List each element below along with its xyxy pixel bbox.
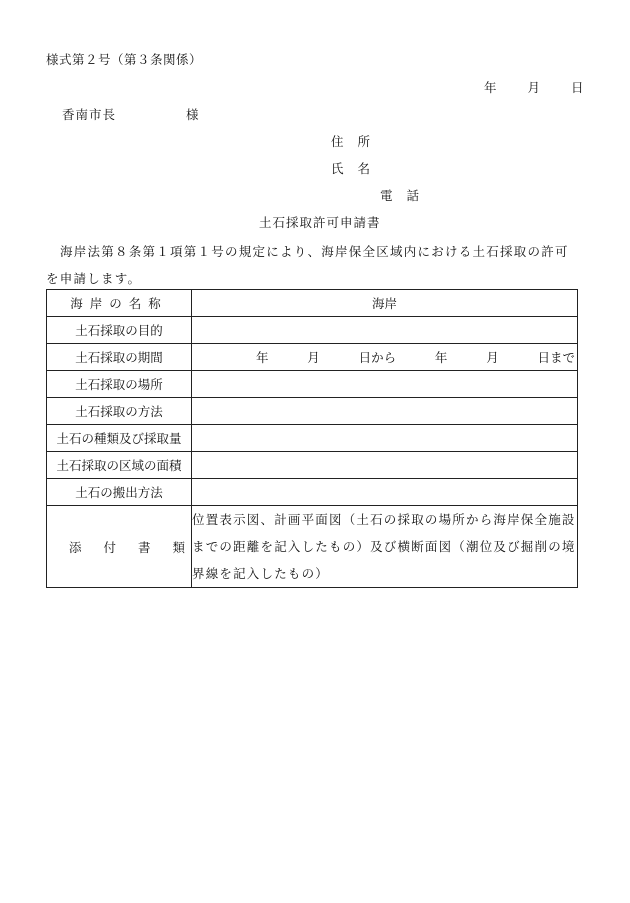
row-label-period: 土石採取の期間 — [47, 344, 192, 371]
applicant-name-label: 氏名 — [331, 161, 385, 176]
period-start-year: 年 — [256, 350, 269, 365]
row-label-coast-name: 海岸の名称 — [47, 290, 192, 317]
row-label-type-quantity: 土石の種類及び採取量 — [47, 425, 192, 452]
period-start-day: 日から — [358, 350, 397, 365]
date-day-label: 日 — [571, 80, 584, 95]
row-value-attachments: 位置表示図、計画平面図（土石の採取の場所から海岸保全施設までの距離を記入したもの）及び横断面図（潮位及び掘削の境界線を記入したもの） — [192, 506, 578, 588]
period-end-year: 年 — [434, 350, 448, 365]
period-end-month: 月 — [486, 350, 499, 365]
period-end-day: 日まで — [537, 350, 575, 365]
application-statement: 海岸法第８条第１項第１号の規定により、海岸保全区域内における土石採取の許可を申請します。 — [46, 244, 569, 286]
date-month-label: 月 — [527, 80, 541, 95]
row-value-area[interactable] — [192, 452, 578, 479]
addressee-honorific: 様 — [186, 107, 199, 122]
row-label-transport: 土石の搬出方法 — [47, 479, 192, 506]
table-row — [47, 452, 578, 479]
table-row — [47, 398, 578, 425]
addressee-name: 香南市長 — [62, 107, 117, 122]
row-label-area: 土石採取の区域の面積 — [47, 452, 192, 479]
table-row — [47, 290, 578, 317]
table-row — [47, 317, 578, 344]
row-value-coast-name[interactable]: 海岸 — [192, 290, 578, 317]
row-value-purpose[interactable] — [192, 317, 578, 344]
table-row — [47, 506, 578, 588]
row-label-attachments: 添付書類 — [47, 506, 192, 588]
table-row — [47, 425, 578, 452]
row-value-transport[interactable] — [192, 479, 578, 506]
applicant-address-label: 住所 — [331, 134, 385, 149]
table-row — [47, 344, 578, 371]
form-number: 様式第２号（第３条関係） — [46, 52, 203, 67]
date-year-label: 年 — [484, 80, 497, 95]
application-table — [46, 289, 578, 588]
table-row — [47, 479, 578, 506]
submission-date — [484, 80, 584, 96]
row-label-method: 土石採取の方法 — [47, 398, 192, 425]
period-start-month: 月 — [307, 350, 320, 365]
addressee — [62, 107, 199, 123]
row-value-type-quantity[interactable] — [192, 425, 578, 452]
table-row — [47, 371, 578, 398]
row-value-location[interactable] — [192, 371, 578, 398]
row-value-method[interactable] — [192, 398, 578, 425]
row-value-period[interactable] — [192, 344, 578, 371]
row-label-location: 土石採取の場所 — [47, 371, 192, 398]
row-label-purpose: 土石採取の目的 — [47, 317, 192, 344]
applicant-phone-label: 電話 — [380, 188, 434, 203]
document-title: 土石採取許可申請書 — [259, 215, 381, 230]
